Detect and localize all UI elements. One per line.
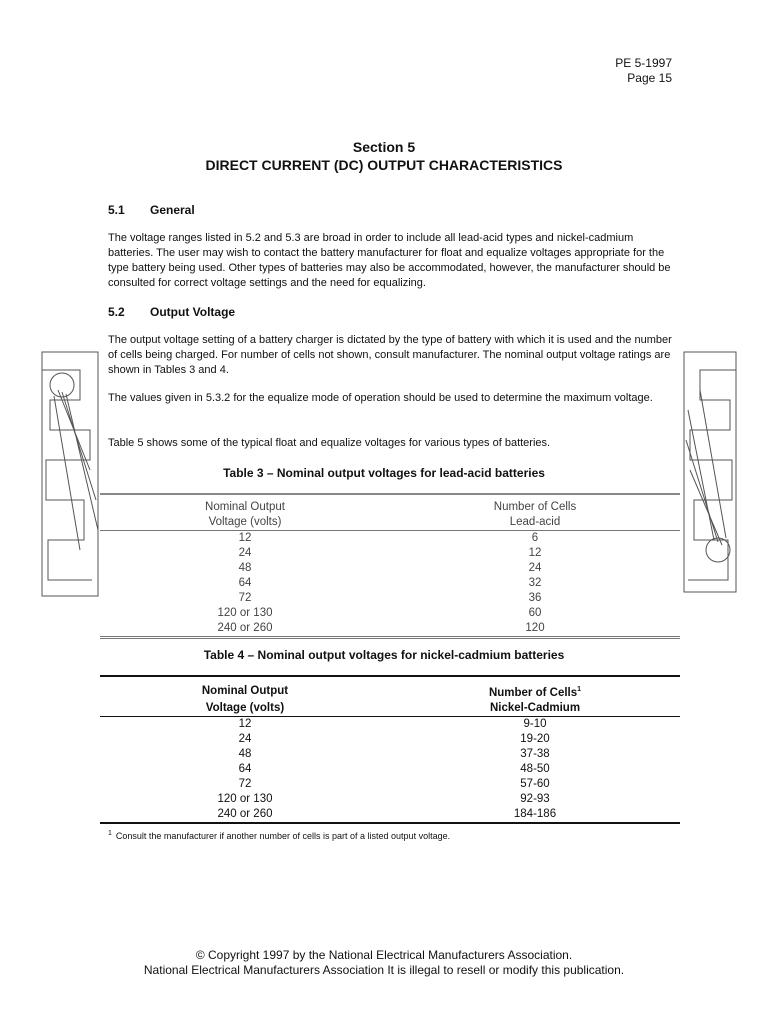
table-row [100,561,680,576]
table4-nickel-cadmium [100,675,680,824]
page-number: Page 15 [627,71,672,85]
cell-voltage: 72 [238,592,252,604]
cell-cells: 36 [528,592,542,604]
table-row [100,546,680,561]
heading-5-2 [108,305,235,319]
cell-voltage: 72 [238,777,252,790]
cell-voltage: 240 or 260 [100,621,390,638]
cell-cells: 57-60 [520,777,550,790]
resale-notice: National Electrical Manufacturers Association It is illegal to resell or modify this publication. [143,963,625,977]
table-row [100,606,680,621]
footnote [108,830,450,841]
copyright-line: © Copyright 1997 by the National Electrical Manufacturers Association. [195,948,573,962]
table-row [100,621,680,638]
footnote-text: Consult the manufacturer if another number of cells is part of a listed output voltage. [115,831,451,841]
page-header [615,56,672,86]
paragraph-general: The voltage ranges listed in 5.2 and 5.3 are broad in order to include all lead-acid types and nickel-cadmium batteries. The user may wish to contact the battery manufacturer for float and equalize voltages appropriate for the type battery being used. Other types of batteries may also be accommodated, however, the manufacturer should be consulted for correct voltage settings and the need for equalizing. [108,232,671,289]
cell-cells: 92-93 [520,792,550,805]
table3-header-cells-type: Lead-acid [390,515,680,531]
table-row [100,792,680,807]
cell-cells: 19-20 [520,732,550,745]
table3-lead-acid [100,493,680,639]
table3-caption: Table 3 – Nominal output voltages for lead-acid batteries [223,466,545,480]
cell-cells: 6 [531,532,539,544]
cell-voltage: 240 or 260 [100,807,390,823]
paragraph-output-voltage-2: The values given in 5.3.2 for the equalize mode of operation should be used to determine the maximum voltage. [108,392,653,404]
table3-header-voltage: Nominal Output [100,494,390,515]
section-number: Section 5 [352,139,416,155]
cell-voltage: 12 [238,532,252,544]
page-footer [0,948,768,978]
table4-header-voltage: Nominal Output [100,676,390,701]
cell-cells: 32 [528,577,542,589]
heading-number: 5.2 [108,305,125,319]
cell-cells: 24 [528,562,542,574]
cell-cells: 120 [390,621,680,638]
cell-voltage: 24 [238,732,252,745]
cell-cells: 9-10 [523,717,547,730]
table3-header-voltage-units: Voltage (volts) [100,515,390,531]
document-id: PE 5-1997 [615,56,672,70]
table-row [100,531,680,547]
table-row [100,777,680,792]
footnote-mark: 1 [577,686,582,693]
table-row [100,576,680,591]
section-heading: DIRECT CURRENT (DC) OUTPUT CHARACTERISTICS [205,157,563,173]
heading-text: Output Voltage [150,305,236,319]
paragraph-output-voltage-1: The output voltage setting of a battery charger is dictated by the type of battery with which it is used and the number of cells being charged. For number of cells not shown, consult manufacturer. The nominal output voltage ratings are shown in Tables 3 and 4. [108,334,672,376]
table3-header-cells: Number of Cells [390,494,680,515]
cell-voltage: 64 [238,577,252,589]
cell-voltage: 120 or 130 [217,607,273,619]
heading-number: 5.1 [108,203,125,217]
table4-header-voltage-units: Voltage (volts) [100,701,390,717]
cell-cells: 60 [528,607,542,619]
cell-voltage: 120 or 130 [217,792,273,805]
table-row [100,732,680,747]
cell-cells: 12 [528,547,542,559]
cell-voltage: 48 [238,747,252,760]
right-margin-decoration-icon [682,350,740,595]
cell-cells: 48-50 [520,762,550,775]
cell-cells: 184-186 [390,807,680,823]
table4-caption: Table 4 – Nominal output voltages for nickel-cadmium batteries [203,648,565,662]
heading-5-1 [108,203,195,217]
table4-header-cells-type: Nickel-Cadmium [390,701,680,717]
cell-voltage: 12 [238,717,252,730]
table-row [100,807,680,823]
table-row [100,716,680,732]
cell-cells: 37-38 [520,747,550,760]
left-margin-decoration-icon [40,350,102,600]
heading-text: General [150,203,195,217]
paragraph-output-voltage-3: Table 5 shows some of the typical float and equalize voltages for various types of batteries. [108,437,551,449]
footnote-mark: 1 [108,830,112,837]
cell-voltage: 24 [238,547,252,559]
table4-header-cells [390,676,680,701]
cell-voltage: 64 [238,762,252,775]
cell-voltage: 48 [238,562,252,574]
table-row [100,747,680,762]
table-row [100,591,680,606]
table-row [100,762,680,777]
section-title [0,138,768,174]
table4-header-cells-text: Number of Cells [488,686,578,699]
